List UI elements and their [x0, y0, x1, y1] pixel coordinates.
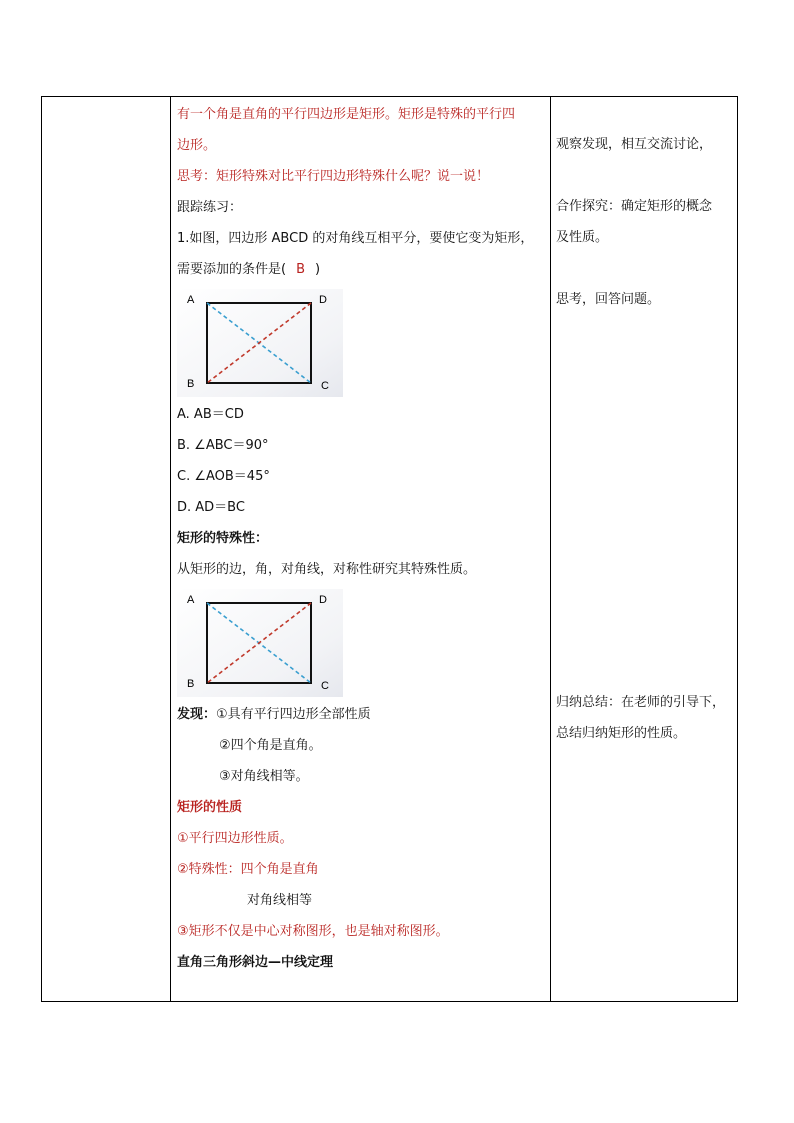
column-divider-left — [170, 97, 171, 1001]
content-column — [177, 99, 549, 978]
option-c: C. ∠AOB＝45° — [177, 469, 270, 484]
vertex-b-label: B — [187, 678, 195, 690]
special-title: 矩形的特殊性： — [177, 531, 269, 546]
findings-line-1 — [177, 699, 549, 730]
property-2: ②特殊性：四个角是直角 — [177, 862, 319, 877]
vertex-c-label: C — [321, 680, 329, 692]
activity-summarize: 归纳总结：在老师的引导下， — [556, 695, 726, 710]
activity-explore: 合作探究：确定矩形的概念 — [556, 199, 713, 214]
finding-2: ②四个角是直角。 — [219, 738, 322, 753]
finding-1: ①具有平行四边形全部性质 — [216, 707, 371, 722]
question-1-line-2 — [177, 254, 549, 285]
option-b: B. ∠ABC＝90° — [177, 438, 269, 453]
definition-line-2: 边形。 — [177, 138, 217, 153]
findings-label: 发现： — [177, 707, 217, 722]
think-prompt: 思考：矩形特殊对比平行四边形特殊什么呢？说一说！ — [177, 169, 490, 184]
activity-explore-cont: 及性质。 — [556, 230, 609, 245]
property-2-continued: 对角线相等 — [247, 893, 313, 908]
finding-3: ③对角线相等。 — [219, 769, 309, 784]
question-1-answer: B — [296, 262, 305, 277]
option-d: D. AD＝BC — [177, 500, 245, 515]
question-1-line-1: 1.如图，四边形 ABCD 的对角线互相平分，要使它变为矩形， — [177, 231, 534, 246]
vertex-a-label: A — [187, 294, 195, 306]
theorem-title: 直角三角形斜边—中线定理 — [177, 955, 334, 970]
rectangle-figure-1 — [177, 289, 343, 397]
lesson-table — [41, 96, 738, 1002]
properties-title: 矩形的性质 — [177, 800, 243, 815]
property-3: ③矩形不仅是中心对称图形，也是轴对称图形。 — [177, 924, 449, 939]
property-1: ①平行四边形性质。 — [177, 831, 293, 846]
column-divider-right — [550, 97, 551, 1001]
question-1-stem: 需要添加的条件是( — [177, 262, 287, 277]
rectangle-figure-2 — [177, 589, 343, 697]
activity-summarize-cont: 总结归纳矩形的性质。 — [556, 726, 687, 741]
question-1-close: ) — [315, 262, 321, 277]
vertex-a-label: A — [187, 594, 195, 606]
vertex-b-label: B — [187, 378, 195, 390]
special-description: 从矩形的边，角，对角线，对称性研究其特殊性质。 — [177, 562, 477, 577]
vertex-d-label: D — [319, 594, 327, 606]
activity-observe: 观察发现，相互交流讨论， — [556, 137, 713, 152]
practice-title: 跟踪练习： — [177, 200, 243, 215]
vertex-d-label: D — [319, 294, 327, 306]
option-a: A. AB＝CD — [177, 407, 244, 422]
activity-column — [556, 129, 736, 749]
activity-think: 思考，回答问题。 — [556, 292, 661, 307]
vertex-c-label: C — [321, 380, 329, 392]
definition-line-1: 有一个角是直角的平行四边形是矩形。矩形是特殊的平行四 — [177, 107, 516, 122]
